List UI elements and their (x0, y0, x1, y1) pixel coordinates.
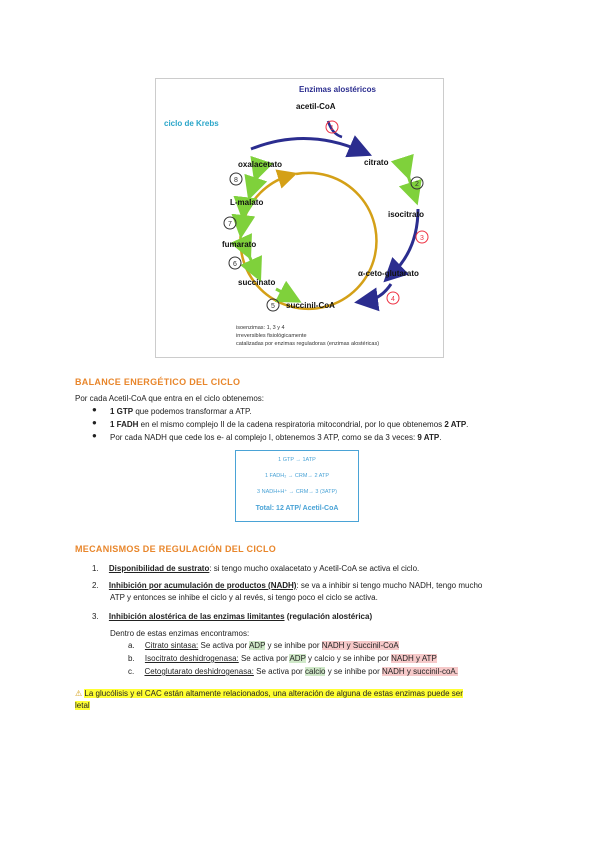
balance-item-3: Por cada NADH que cede los e- al complejo I, obtenemos 3 ATP, como se da 3 veces: 9 ATP. (110, 433, 442, 442)
reg-item-3: 3. Inhibición alostérica de las enzimas limitantes (regulación alostérica) (92, 612, 373, 621)
step-7: 7 (228, 221, 232, 228)
step-6: 6 (233, 261, 237, 268)
step-5: 5 (271, 303, 275, 310)
step-8: 8 (234, 177, 238, 184)
legend-line-3: catalizadas por enzimas reguladoras (enzimas alostéricas) (236, 341, 380, 347)
warning-icon: ⚠ (75, 689, 83, 698)
enzyme-c: c. Cetoglutarato deshidrogenasa: Se activa por calcio y se inhibe por NADH y succinil-coA. (128, 667, 458, 676)
balance-intro: Por cada Acetil-CoA que entra en el ciclo obtenemos: (75, 394, 264, 403)
balance-item-1: 1 GTP que podemos transformar a ATP. (110, 407, 252, 416)
metabolite-oxalacetato: oxalacetato (238, 160, 283, 169)
enzyme-a: a. Citrato sintasa: Se activa por ADP y se inhibe por NADH y Succinil-CoA (128, 641, 399, 650)
box-line-1: 1 GTP → 1ATP (278, 457, 316, 463)
box-total: Total: 12 ATP/ Acetil-CoA (255, 505, 339, 512)
note-line-1: ⚠ La glucólisis y el CAC están altamente relacionados, una alteración de alguna de estas enzimas puede ser (75, 689, 463, 698)
metabolite-citrato: citrato (364, 158, 389, 167)
note-line-2: letal (75, 701, 90, 710)
metabolite-l-malato: L-malato (230, 198, 264, 207)
enzyme-b: b. Isocitrato deshidrogenasa: Se activa por ADP y calcio y se inhibe por NADH y ATP (128, 654, 437, 663)
metabolite-fumarato: fumarato (222, 240, 257, 249)
metabolite-acetil-coa: acetil-CoA (296, 102, 336, 111)
step-1: 1 (330, 125, 334, 132)
step-2: 2 (415, 181, 419, 188)
krebs-cycle-figure (155, 78, 444, 358)
legend-line-2: irreversibles fisiológicamente (236, 333, 307, 339)
step-3: 3 (420, 235, 424, 242)
reg-item-2-cont: ATP y entonces se inhibe el ciclo y al revés, si tengo poco el ciclo se activa. (110, 593, 378, 602)
enzymes-intro: Dentro de estas enzimas encontramos: (110, 629, 250, 638)
legend-line-1: isoenzimas: 1, 3 y 4 (236, 325, 285, 331)
regulation-heading: MECANISMOS DE REGULACIÓN DEL CICLO (75, 544, 277, 554)
step-4: 4 (391, 296, 395, 303)
atp-summary-box (235, 450, 359, 522)
box-line-3: 3 NADH+H⁺ → CRM→ 3 (3ATP) (257, 489, 337, 495)
metabolite-isocitrato: isocitrato (388, 210, 425, 219)
balance-item-2: 1 FADH en el mismo complejo II de la cadena respiratoria mitocondrial, por lo que obtenemos 2 ATP. (110, 420, 469, 429)
metabolite-succinato: succinato (238, 278, 276, 287)
reg-item-2: 2. Inhibición por acumulación de productos (NADH): se va a inhibir si tengo mucho NADH, tengo mucho (92, 581, 483, 590)
box-line-2: 1 FADH₂ → CRM→ 2 ATP (264, 473, 330, 479)
balance-heading: BALANCE ENERGÉTICO DEL CICLO (75, 377, 241, 387)
reg-item-1: 1. Disponibilidad de sustrato: si tengo mucho oxalacetato y Acetil-CoA se activa el ciclo. (92, 564, 420, 573)
cycle-label: ciclo de Krebs (164, 119, 219, 128)
figure-title: Enzimas alostéricos (299, 85, 376, 94)
metabolite-aketoglutarato: α-ceto-glutarato (358, 269, 419, 278)
metabolite-succinil-coa: succinil-CoA (286, 301, 335, 310)
